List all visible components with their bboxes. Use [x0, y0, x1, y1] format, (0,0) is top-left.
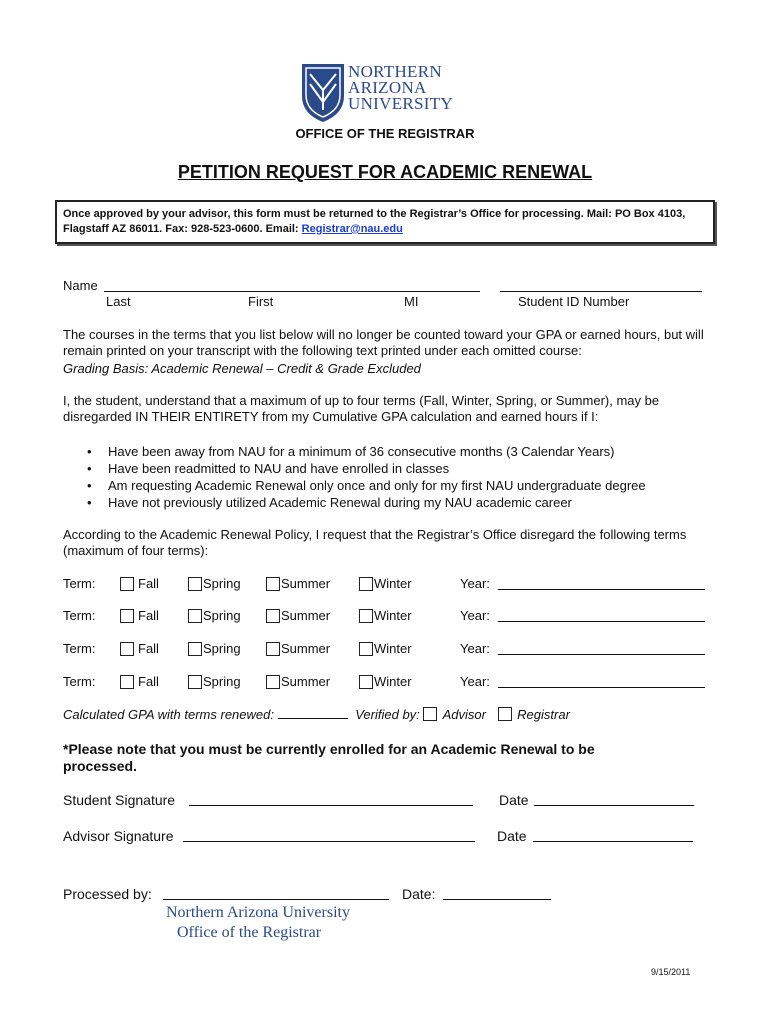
- name-label: Name: [63, 278, 98, 293]
- term-1-summer-checkbox[interactable]: [266, 577, 280, 591]
- conditions-list: [63, 443, 713, 511]
- term-summer-label: Summer: [281, 641, 331, 656]
- university-line-3: UNIVERSITY: [348, 94, 453, 113]
- condition-item: • Have not previously utilized Academic Renewal during my NAU academic career: [63, 494, 713, 511]
- processed-by-line[interactable]: [163, 887, 389, 900]
- term-spring-label: Spring: [203, 576, 241, 591]
- advisor-date-label: Date: [497, 828, 527, 844]
- term-2-spring-checkbox[interactable]: [188, 609, 202, 623]
- term-winter-label: Winter: [374, 576, 412, 591]
- student-id-input-line[interactable]: [500, 279, 702, 292]
- student-id-caption: Student ID Number: [518, 294, 630, 309]
- condition-item: • Have been away from NAU for a minimum of 36 consecutive months (3 Calendar Years): [63, 443, 713, 460]
- notice-text-block: [63, 207, 703, 237]
- term-4-winter-checkbox[interactable]: [359, 675, 373, 689]
- advisor-date-line[interactable]: [533, 829, 693, 842]
- term-4-fall-checkbox[interactable]: [120, 675, 134, 689]
- term-spring-label: Spring: [203, 608, 241, 623]
- registrar-stamp-line-2: Office of the Registrar: [177, 924, 322, 941]
- term-label: Term:: [63, 641, 96, 656]
- registrar-email-link[interactable]: Registrar@nau.edu: [301, 223, 403, 235]
- advisor-option-label: Advisor: [442, 707, 486, 722]
- understanding-paragraph: I, the student, understand that a maximum of up to four terms (Fall, Winter, Spring, or Summer), may be disregarded IN THEIR ENTIRETY from my Cumulative GPA calculation and earned hours if I:: [63, 393, 660, 424]
- gpa-line: [63, 707, 723, 723]
- term-1-winter-checkbox[interactable]: [359, 577, 373, 591]
- term-4-year-line[interactable]: [498, 675, 705, 688]
- calculated-gpa-label: Calculated GPA with terms renewed:: [63, 707, 274, 722]
- intro-paragraph: The courses in the terms that you list below will no longer be counted toward your GPA or earned hours, but will remain printed on your transcript with the following text printed under each omitted course:: [63, 327, 704, 358]
- term-winter-label: Winter: [374, 641, 412, 656]
- form-title: PETITION REQUEST FOR ACADEMIC RENEWAL: [177, 162, 593, 182]
- term-3-fall-checkbox[interactable]: [120, 642, 134, 656]
- term-label: Term:: [63, 608, 96, 623]
- advisor-checkbox[interactable]: [423, 707, 437, 721]
- registrar-option-label: Registrar: [517, 707, 570, 722]
- term-fall-label: Fall: [138, 674, 159, 689]
- processed-date-line[interactable]: [443, 887, 551, 900]
- term-winter-label: Winter: [374, 674, 412, 689]
- condition-item: • Am requesting Academic Renewal only once and only for my first NAU undergraduate degree: [63, 477, 713, 494]
- term-1-fall-checkbox[interactable]: [120, 577, 134, 591]
- verified-by-label: Verified by:: [355, 707, 420, 722]
- term-4-spring-checkbox[interactable]: [188, 675, 202, 689]
- term-summer-label: Summer: [281, 576, 331, 591]
- term-winter-label: Winter: [374, 608, 412, 623]
- year-label: Year:: [460, 576, 490, 591]
- gpa-input-line[interactable]: [278, 708, 348, 719]
- term-1-year-line[interactable]: [498, 577, 705, 590]
- term-fall-label: Fall: [138, 608, 159, 623]
- term-spring-label: Spring: [203, 641, 241, 656]
- condition-item: • Have been readmitted to NAU and have enrolled in classes: [63, 460, 713, 477]
- term-fall-label: Fall: [138, 576, 159, 591]
- university-line-2: ARIZONA: [348, 78, 427, 97]
- notice-text: Once approved by your advisor, this form must be returned to the Registrar’s Office for processing. Mail: PO Box 4103, Flagstaff AZ 86011. Fax: 928-523-0600. Email:: [63, 208, 686, 235]
- term-fall-label: Fall: [138, 641, 159, 656]
- term-label: Term:: [63, 674, 96, 689]
- term-2-winter-checkbox[interactable]: [359, 609, 373, 623]
- processed-date-label: Date:: [402, 886, 436, 902]
- university-name: [348, 64, 453, 112]
- term-label: Term:: [63, 576, 96, 591]
- mi-caption: MI: [404, 294, 419, 309]
- name-input-line[interactable]: [104, 279, 480, 292]
- processed-by-label: Processed by:: [63, 886, 152, 902]
- term-3-winter-checkbox[interactable]: [359, 642, 373, 656]
- first-name-caption: First: [248, 294, 274, 309]
- term-2-summer-checkbox[interactable]: [266, 609, 280, 623]
- term-2-year-line[interactable]: [498, 609, 705, 622]
- term-3-summer-checkbox[interactable]: [266, 642, 280, 656]
- year-label: Year:: [460, 674, 490, 689]
- term-spring-label: Spring: [203, 674, 241, 689]
- revision-date: 9/15/2011: [651, 967, 691, 977]
- year-label: Year:: [460, 608, 490, 623]
- registrar-stamp-line-1: Northern Arizona University: [166, 904, 350, 921]
- year-label: Year:: [460, 641, 490, 656]
- registrar-checkbox[interactable]: [498, 707, 512, 721]
- advisor-signature-label: Advisor Signature: [63, 828, 174, 844]
- advisor-signature-line[interactable]: [183, 829, 475, 842]
- student-date-line[interactable]: [534, 793, 694, 806]
- term-3-spring-checkbox[interactable]: [188, 642, 202, 656]
- term-3-year-line[interactable]: [498, 642, 705, 655]
- last-name-caption: Last: [106, 294, 131, 309]
- grading-basis-text: Grading Basis: Academic Renewal – Credit & Grade Excluded: [63, 361, 421, 376]
- policy-paragraph: According to the Academic Renewal Policy, I request that the Registrar’s Office disregard the following terms (maximum of four terms):: [63, 527, 687, 558]
- term-summer-label: Summer: [281, 608, 331, 623]
- student-date-label: Date: [499, 792, 529, 808]
- term-summer-label: Summer: [281, 674, 331, 689]
- enrolled-note: *Please note that you must be currently enrolled for an Academic Renewal to be processed.: [63, 741, 595, 774]
- term-2-fall-checkbox[interactable]: [120, 609, 134, 623]
- student-signature-line[interactable]: [189, 793, 473, 806]
- term-4-summer-checkbox[interactable]: [266, 675, 280, 689]
- university-line-1: NORTHERN: [348, 62, 442, 81]
- office-heading: OFFICE OF THE REGISTRAR: [295, 126, 475, 141]
- student-signature-label: Student Signature: [63, 792, 176, 808]
- term-1-spring-checkbox[interactable]: [188, 577, 202, 591]
